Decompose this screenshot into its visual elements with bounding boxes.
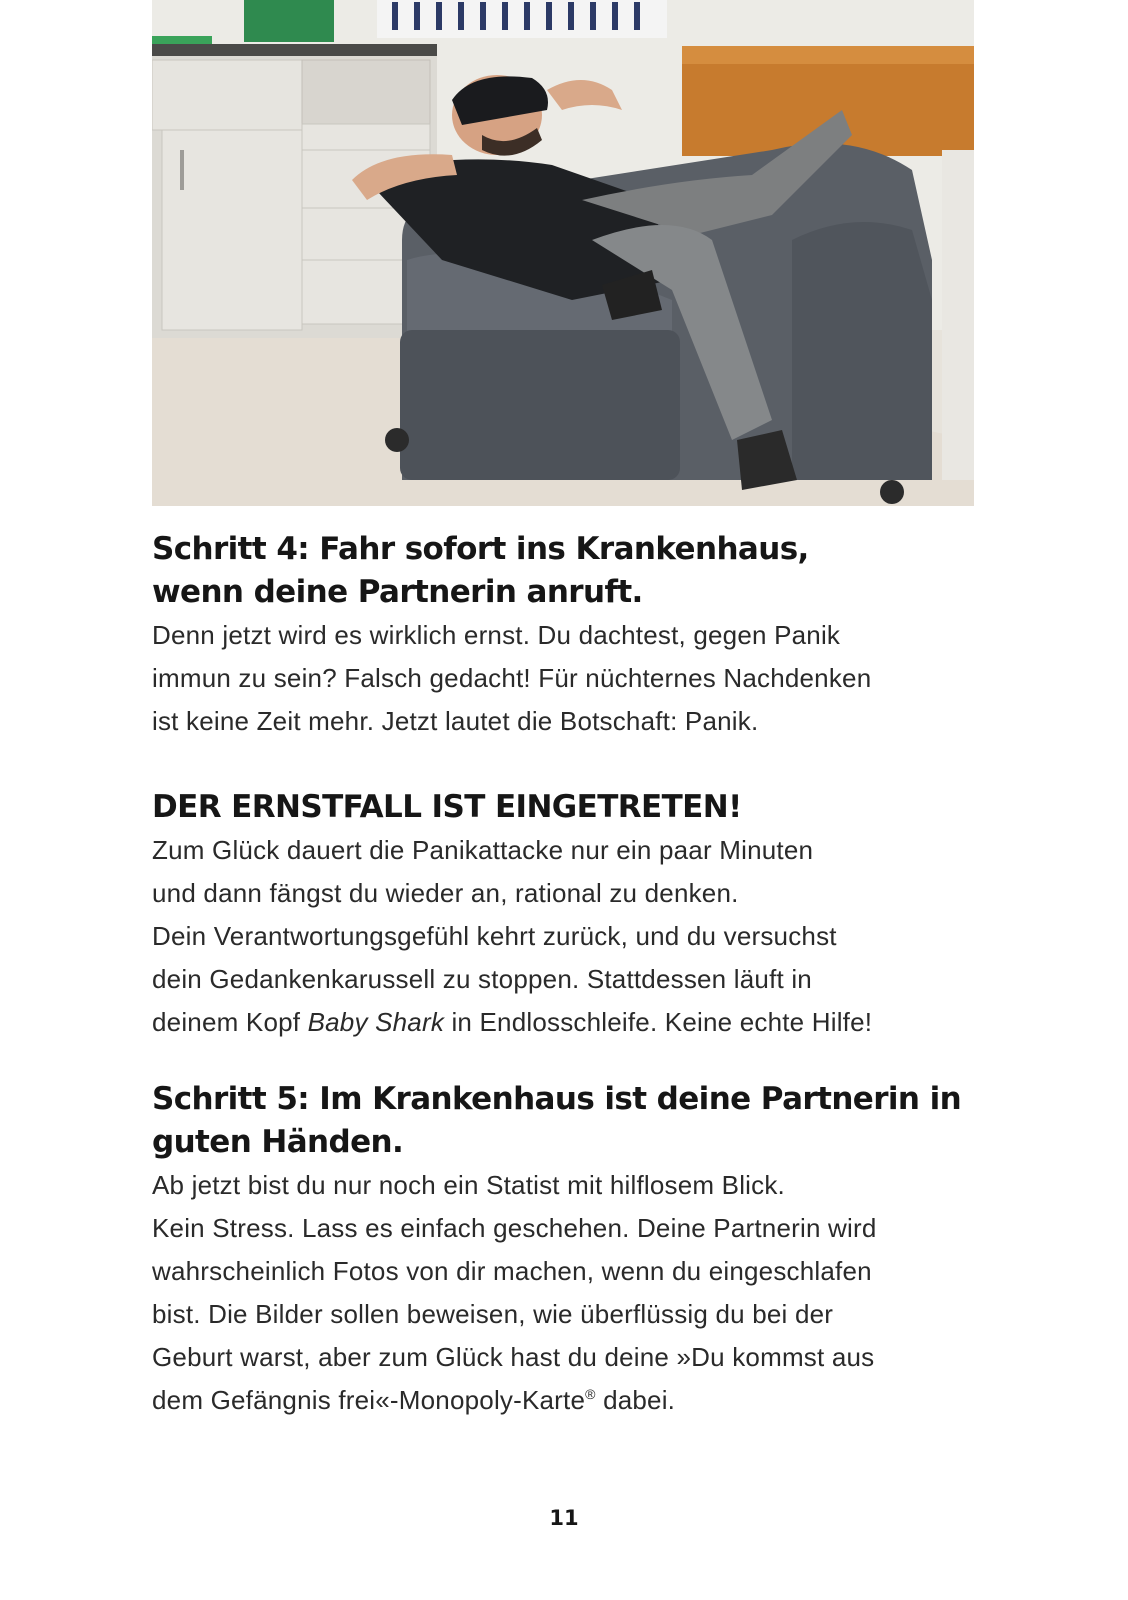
body-line: Zum Glück dauert die Panikattacke nur ein paar Minuten [152,835,814,865]
body-line: dein Gedankenkarussell zu stoppen. Stattdessen läuft in [152,964,812,994]
body-line: immun zu sein? Falsch gedacht! Für nüchternes Nachdenken [152,663,872,693]
registered-mark: ® [585,1386,596,1402]
section-heading [152,786,982,829]
body-line: ist keine Zeit mehr. Jetzt lautet die Botschaft: Panik. [152,706,759,736]
section-body [152,829,982,1044]
body-text-fragment: dem Gefängnis frei«-Monopoly-Karte [152,1385,586,1415]
heading-line: DER ERNSTFALL IST EINGETRETEN! [152,789,742,825]
body-text-fragment: in Endlosschleife. Keine echte Hilfe! [444,1007,873,1037]
heading-line: Schritt 5: Im Krankenhaus ist deine Partnerin in [152,1081,962,1117]
body-line: Kein Stress. Lass es einfach geschehen. Deine Partnerin wird [152,1213,877,1243]
hospital-chair-photo [152,0,974,506]
body-line: bist. Die Bilder sollen beweisen, wie überflüssig du bei der [152,1299,834,1329]
section-body [152,614,982,743]
page-number: 11 [549,1506,579,1530]
section-body [152,1164,982,1422]
body-text-fragment: dabei. [595,1385,676,1415]
body-text-fragment: deinem Kopf [152,1007,308,1037]
section-heading [152,1078,982,1164]
section-schritt-5 [152,1078,982,1422]
body-line: Ab jetzt bist du nur noch ein Statist mit hilflosem Blick. [152,1170,785,1200]
heading-line: guten Händen. [152,1124,404,1160]
body-line [152,1001,982,1044]
section-heading [152,528,982,614]
body-line [152,1379,982,1422]
song-title: Baby Shark [307,1007,445,1037]
heading-line: wenn deine Partnerin anruft. [152,574,643,610]
section-schritt-4 [152,528,982,743]
heading-line: Schritt 4: Fahr sofort ins Krankenhaus, [152,531,809,567]
body-line: Denn jetzt wird es wirklich ernst. Du dachtest, gegen Panik [152,620,841,650]
body-line: Geburt warst, aber zum Glück hast du deine »Du kommst aus [152,1342,875,1372]
body-line: Dein Verantwortungsgefühl kehrt zurück, und du versuchst [152,921,837,951]
section-ernstfall [152,786,982,1044]
body-line: und dann fängst du wieder an, rational zu denken. [152,878,739,908]
body-line: wahrscheinlich Fotos von dir machen, wenn du eingeschlafen [152,1256,872,1286]
